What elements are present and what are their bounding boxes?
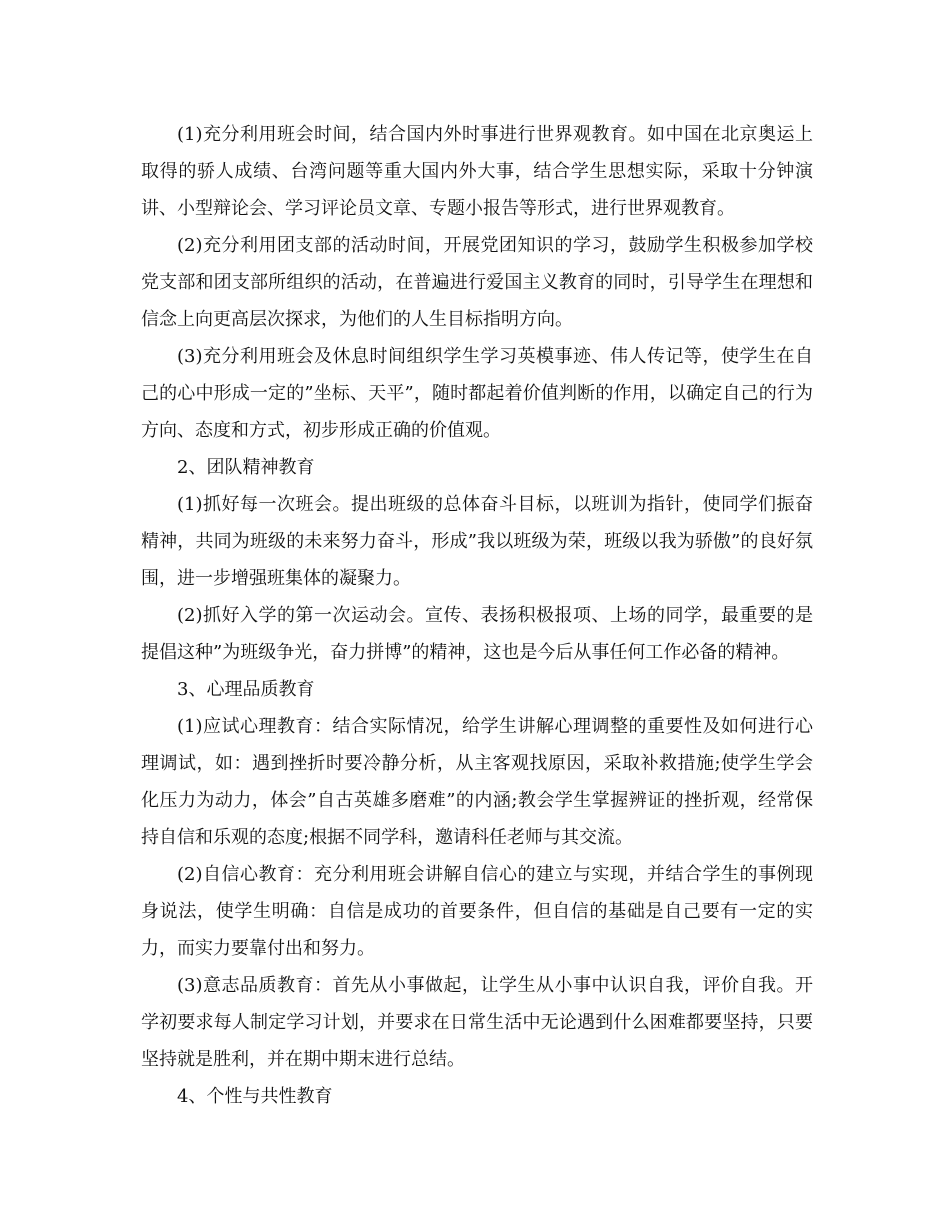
paragraph-worldview-2: (2)充分利用团支部的活动时间，开展党团知识的学习，鼓励学生积极参加学校党支部和团支部所组织的活动，在普遍进行爱国主义教育的同时，引导学生在理想和信念上向更高层次探求，为他们的人生目标指明方向。 <box>141 235 813 330</box>
paragraph-psychology-1: (1)应试心理教育：结合实际情况，给学生讲解心理调整的重要性及如何进行心理调试，如：遇到挫折时要冷静分析，从主客观找原因，采取补救措施;使学生学会化压力为动力，体会”自古英雄多磨难”的内涵;教会学生掌握辨证的挫折观，经常保持自信和乐观的态度;根据不同学科，邀请科任老师与其交流。 <box>141 716 813 848</box>
paragraph-worldview-1: (1)充分利用班会时间，结合国内外时事进行世界观教育。如中国在北京奥运上取得的骄人成绩、台湾问题等重大国内外大事，结合学生思想实际，采取十分钟演讲、小型辩论会、学习评论员文章、专题小报告等形式，进行世界观教育。 <box>141 124 813 219</box>
paragraph-team-1: (1)抓好每一次班会。提出班级的总体奋斗目标，以班训为指针，使同学们振奋精神，共同为班级的未来努力奋斗，形成”我以班级为荣，班级以我为骄傲”的良好氛围，进一步增强班集体的凝聚力。 <box>141 494 813 589</box>
section-heading-personality: 4、个性与共性教育 <box>177 1086 333 1107</box>
paragraph-psychology-2: (2)自信心教育：充分利用班会讲解自信心的建立与实现，并结合学生的事例现身说法，使学生明确：自信是成功的首要条件，但自信的基础是自己要有一定的实力，而实力要靠付出和努力。 <box>141 864 813 959</box>
paragraph-team-2: (2)抓好入学的第一次运动会。宣传、表扬积极报项、上场的同学，最重要的是提倡这种”为班级争光，奋力拼博”的精神，这也是今后从事任何工作必备的精神。 <box>141 605 813 663</box>
section-heading-psychology: 3、心理品质教育 <box>177 679 315 700</box>
document-body <box>141 116 813 1115</box>
section-heading-team-spirit: 2、团队精神教育 <box>177 457 315 478</box>
paragraph-psychology-3: (3)意志品质教育：首先从小事做起，让学生从小事中认识自我，评价自我。开学初要求每人制定学习计划，并要求在日常生活中无论遇到什么困难都要坚持，只要坚持就是胜利，并在期中期末进行总结。 <box>141 975 813 1070</box>
paragraph-worldview-3: (3)充分利用班会及休息时间组织学生学习英模事迹、伟人传记等，使学生在自己的心中形成一定的”坐标、天平”，随时都起着价值判断的作用，以确定自己的行为方向、态度和方式，初步形成正确的价值观。 <box>141 346 813 441</box>
